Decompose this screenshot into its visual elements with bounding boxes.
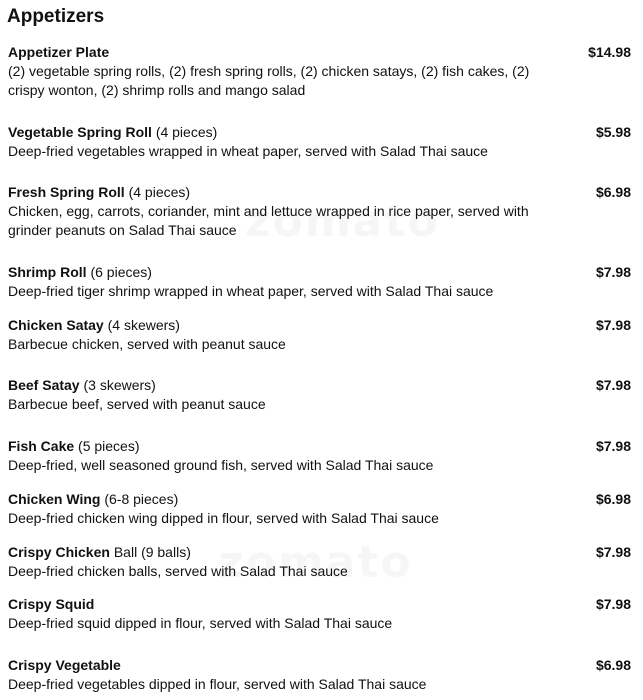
item-name: Fish Cake <box>8 438 75 454</box>
item-price: $7.98 <box>595 438 631 454</box>
menu-item-vegetable-spring-roll <box>8 123 633 161</box>
item-price: $7.98 <box>595 317 631 333</box>
item-price: $14.98 <box>588 44 631 60</box>
item-name: Crispy Vegetable <box>8 657 121 673</box>
item-description: Deep-fried vegetables dipped in flour, served with Salad Thai sauce <box>8 676 427 692</box>
item-description: Barbecue chicken, served with peanut sauce <box>8 336 286 352</box>
item-description: Barbecue beef, served with peanut sauce <box>8 396 266 412</box>
item-portion: (3 skewers) <box>83 377 156 393</box>
item-price: $7.98 <box>595 596 631 612</box>
item-portion: (4 skewers) <box>107 317 180 333</box>
menu-item-appetizer-plate <box>8 43 633 100</box>
item-portion: (4 pieces) <box>128 184 191 200</box>
item-name: Shrimp Roll <box>8 264 87 280</box>
menu-item-shrimp-roll <box>8 263 633 301</box>
item-price: $7.98 <box>595 377 631 393</box>
item-portion: (6 pieces) <box>90 264 152 280</box>
menu-item-crispy-vegetable <box>8 656 633 694</box>
menu-item-fresh-spring-roll <box>8 183 633 240</box>
item-name: Chicken Satay <box>8 317 104 333</box>
item-price: $5.98 <box>595 124 631 140</box>
section-title: Appetizers <box>7 6 105 27</box>
item-name: Crispy Squid <box>8 596 95 612</box>
item-description: Deep-fried vegetables wrapped in wheat paper, served with Salad Thai sauce <box>8 143 488 159</box>
item-name: Fresh Spring Roll <box>8 184 125 200</box>
item-name: Appetizer Plate <box>8 44 110 60</box>
item-description: Chicken, egg, carrots, coriander, mint and lettuce wrapped in rice paper, served with grinder peanuts on Salad Thai sauce <box>8 203 529 238</box>
item-description: Deep-fried chicken balls, served with Salad Thai sauce <box>8 563 348 579</box>
item-description: Deep-fried tiger shrimp wrapped in wheat paper, served with Salad Thai sauce <box>8 283 494 299</box>
item-name: Chicken Wing <box>8 491 101 507</box>
item-price: $6.98 <box>595 657 631 673</box>
menu-item-crispy-squid <box>8 595 633 633</box>
item-description: Deep-fried squid dipped in flour, served with Salad Thai sauce <box>8 615 393 631</box>
menu-item-chicken-satay <box>8 316 633 354</box>
menu-item-beef-satay <box>8 376 633 414</box>
item-portion: (4 pieces) <box>155 124 218 140</box>
item-name: Vegetable Spring Roll <box>8 124 152 140</box>
item-portion: (5 pieces) <box>78 438 140 454</box>
item-portion: Ball (9 balls) <box>113 544 191 560</box>
item-price: $7.98 <box>595 544 631 560</box>
menu-item-fish-cake <box>8 437 633 475</box>
item-name: Crispy Chicken <box>8 544 110 560</box>
item-description: Deep-fried, well seasoned ground fish, served with Salad Thai sauce <box>8 457 434 473</box>
item-price: $7.98 <box>595 264 631 280</box>
item-name: Beef Satay <box>8 377 80 393</box>
item-description: Deep-fried chicken wing dipped in flour, served with Salad Thai sauce <box>8 510 439 526</box>
menu-item-chicken-wing <box>8 490 633 528</box>
item-description: (2) vegetable spring rolls, (2) fresh spring rolls, (2) chicken satays, (2) fish cakes, (2) crispy wonton, (2) shrimp rolls and mango salad <box>8 63 530 98</box>
menu-item-crispy-chicken-ball <box>8 543 633 581</box>
item-price: $6.98 <box>595 491 631 507</box>
item-price: $6.98 <box>595 184 631 200</box>
item-portion: (6-8 pieces) <box>104 491 179 507</box>
